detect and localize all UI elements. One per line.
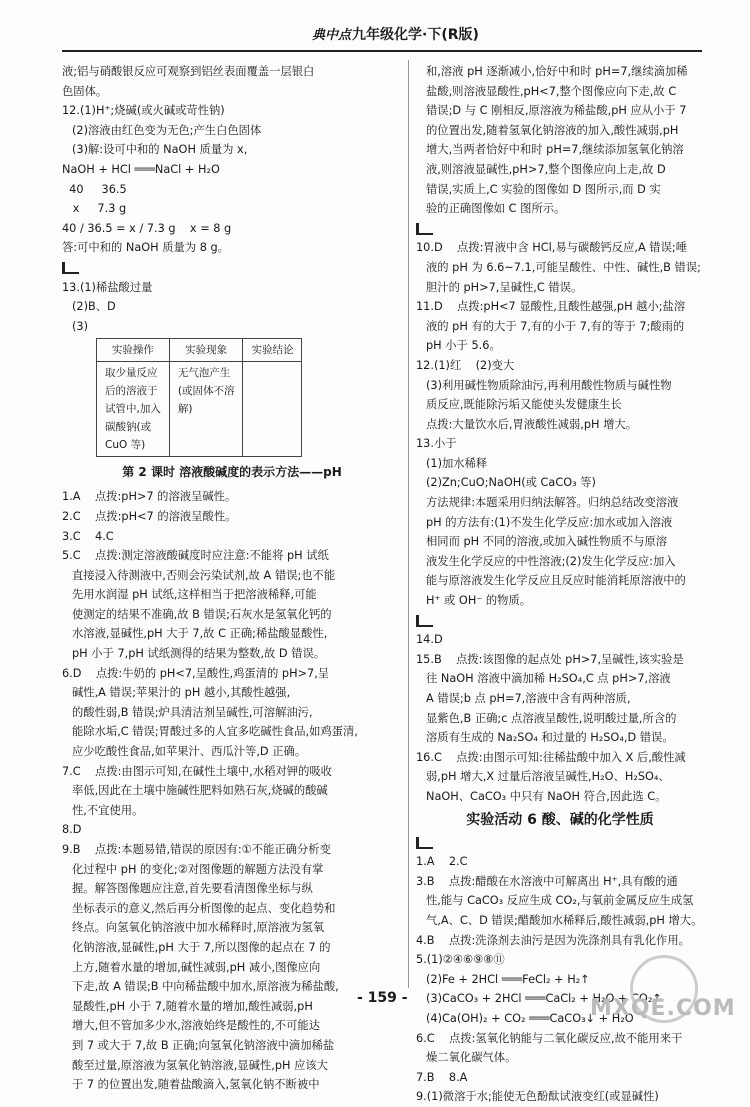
text-line: 液发生化学反应的中性溶液;(2)发生化学反应:加入	[426, 554, 676, 568]
text-line: 相同而 pH 不同的溶液,或加入碱性物质不与原溶	[426, 535, 668, 549]
text-line: 显酸性,pH 小于 7,随着水量的增加,酸性减弱,pH	[72, 999, 313, 1013]
text-line: 40 36.5	[62, 182, 127, 196]
text-line: 液的 pH 有的大于 7,有的小于 7,有的等于 7;酸雨的	[426, 319, 685, 333]
text-line: (2)溶液由红色变为无色;产生白色固体	[72, 123, 262, 137]
text-line: 错误;D 与 C 刚相反,原溶液为稀盐酸,pH 应从小于 7	[426, 104, 687, 118]
section-title: 第 2 课时 溶液酸碱度的表示方法——pH	[122, 465, 342, 480]
text-line: 的位置出发,随着氢氧化钠溶液的加入,酸性减弱,pH	[426, 123, 679, 137]
text-line: 直接浸入待测液中,否则会污染试剂,故 A 错误;也不能	[72, 568, 336, 582]
text-line: 15.B 点拨:该图像的起点处 pH>7,呈碱性,该实验是	[416, 652, 684, 666]
text-line: 增大,但不管加多少水,溶液始终是酸性的,不可能达	[72, 1019, 321, 1033]
text-line: 液,则溶液显碱性,pH>7,整个图像应向上走,故 D	[426, 162, 666, 176]
text-line: 色固体。	[62, 84, 108, 98]
text-line: 5.C 点拨:测定溶液酸碱度时应注意:不能将 pH 试纸	[62, 549, 329, 563]
table-header: 实验现象	[169, 339, 243, 362]
subsection-marker	[62, 258, 402, 278]
text-line: A 错误;b 点 pH=7,溶液中含有两种溶质,	[426, 692, 631, 705]
text-line: 方法规律:本题采用归纳法解答。归纳总结改变溶液	[426, 496, 679, 510]
text-line: 点拨:大量饮水后,胃液酸性减弱,pH 增大。	[426, 417, 637, 431]
text-line: 终点。向氢氧化钠溶液中加水稀释时,原溶液为氢氧	[72, 921, 325, 935]
text-line: 14.D	[416, 633, 443, 647]
level-marker-icon	[62, 262, 79, 274]
page-number: - 159 -	[357, 990, 408, 1006]
text-line: 3.C 4.C	[62, 529, 114, 543]
text-line: 3.B 点拨:醋酸在水溶液中可解离出 H⁺,具有酸的通	[416, 874, 678, 888]
text-line: 1.A 2.C	[416, 855, 468, 869]
table-cell-operation: 取少量反应 后的溶液于 试管中,加入 碳酸钠(或 CuO 等)	[97, 362, 170, 457]
text-line: 1.A 点拨:pH>7 的溶液呈碱性。	[62, 490, 237, 504]
text-line: 下走,故 A 错误;B 中向稀盐酸中加水,原溶液为稀盐酸,	[72, 980, 339, 994]
table-cell-conclusion	[243, 362, 302, 457]
text-line: pH 小于 7,pH 试纸测得的结果为整数,故 D 错误。	[72, 647, 326, 661]
text-line: 水溶液,显碱性,pH 大于 7,故 C 正确;稀盐酸显酸性,	[72, 627, 328, 641]
text-line: (3)CaCO₃ + 2HCl ═══CaCl₂ + H₂O + CO₂↑	[426, 992, 662, 1006]
right-column	[416, 62, 704, 1107]
text-line: 10.D 点拨:胃液中含 HCl,易与碳酸钙反应,A 错误;唾	[416, 241, 688, 255]
text-line: 答:可中和的 NaOH 质量为 8 g。	[62, 241, 229, 255]
text-line: 12.(1)红 (2)变大	[416, 358, 515, 372]
text-line: 于 7 的位置出发,随着盐酸滴入,氢氧化钠不断被中	[72, 1078, 320, 1092]
brand-logo: 典中点	[312, 28, 352, 43]
text-line: 使测定的结果不准确,故 B 错误;石灰水是氢氧化钙的	[72, 607, 332, 621]
book-title: 九年级化学·下(R版)	[352, 27, 479, 43]
text-line: (1)加水稀释	[426, 456, 488, 470]
text-line: 9.(1)微溶于水;能使无色酚酞试液变红(或显碱性)	[416, 1090, 659, 1104]
subsection-marker	[416, 833, 704, 853]
text-line: 性,能与 CaCO₃ 反应生成 CO₂,与氧前金属反应生成氢	[426, 894, 694, 908]
section-title: 实验活动 6 酸、碱的化学性质	[466, 811, 654, 828]
text-line: 7.B 8.A	[416, 1070, 468, 1084]
text-line: NaOH、CaCO₃ 中只有 NaOH 符合,因此选 C。	[426, 789, 667, 803]
column-divider	[408, 60, 409, 988]
text-line: 先用水润湿 pH 试纸,这样相当于把溶液稀释,可能	[72, 588, 317, 602]
text-line: 往 NaOH 溶液中滴加稀 H₂SO₄,C 点 pH>7,溶液	[426, 672, 671, 686]
text-line: 的酸性弱,B 错误;炉具清洁剂呈碱性,可溶解油污,	[72, 705, 313, 719]
table-header: 实验结论	[243, 339, 302, 362]
subsection-marker	[416, 611, 704, 631]
watermark-text: MXQE.COM	[590, 996, 736, 1021]
text-line: 弱,pH 增大,X 过量后溶液呈碱性,H₂O、H₂SO₄、	[426, 770, 670, 784]
text-line: 7.C 点拨:由图示可知,在碱性土壤中,水稻对钾的吸收	[62, 764, 332, 778]
text-line: 化过程中 pH 的变化;②对图像题的解题方法没有掌	[72, 862, 324, 876]
experiment-table	[96, 338, 302, 457]
text-line: (2)B、D	[72, 300, 116, 314]
text-line: 气,A、C、D 错误;醋酸加水稀释后,酸性减弱,pH 增大。	[426, 913, 703, 927]
left-column	[62, 62, 402, 1095]
text-line: NaOH + HCl ═══NaCl + H₂O	[62, 162, 220, 176]
text-line: 握。解答图像题应注意,首先要看清图像坐标与纵	[72, 882, 313, 896]
text-line: 液的 pH 为 6.6~7.1,可能呈酸性、中性、碱性,B 错误;	[426, 260, 701, 274]
text-line: (3)解:设可中和的 NaOH 质量为 x,	[72, 143, 248, 157]
text-line: 40 / 36.5 = x / 7.3 g x = 8 g	[62, 221, 232, 235]
text-line: 8.D	[62, 823, 82, 837]
text-line: 12.(1)H⁺;烧碱(或火碱或苛性钠)	[62, 104, 225, 118]
text-line: 盐酸,则溶液显酸性,pH<7,整个图像应向下走,故 C	[426, 84, 677, 98]
text-line: (3)	[72, 319, 89, 333]
text-line: 到 7 或大于 7,故 B 正确;向氢氧化钠溶液中滴加稀盐	[72, 1038, 335, 1052]
text-line: 11.D 点拨:pH<7 显酸性,且酸性越强,pH 越小;盐溶	[416, 300, 686, 314]
text-line: 上方,随着水量的增加,碱性减弱,pH 减小,图像应向	[72, 960, 321, 974]
text-line: (4)Ca(OH)₂ + CO₂ ═══CaCO₃↓ + H₂O	[426, 1011, 634, 1025]
table-cell-phenomenon: 无气泡产生 (或固体不溶 解)	[169, 362, 243, 457]
text-line: 4.B 点拨:洗涤剂去油污是因为洗涤剂具有乳化作用。	[416, 933, 690, 947]
text-line: 13.小于	[416, 437, 457, 451]
text-line: 显紫色,B 正确;c 点溶液呈酸性,说明酸过量,所含的	[426, 711, 677, 725]
text-line: (2)Zn;CuO;NaOH(或 CaCO₃ 等)	[426, 476, 596, 490]
level-marker-icon	[416, 837, 433, 849]
text-line: 质反应,既能除污垢又能使头发健康生长	[426, 398, 622, 412]
text-line: 溶质有生成的 Na₂SO₄ 和过量的 H₂SO₄,D 错误。	[426, 731, 674, 745]
text-line: (2)Fe + 2HCl ═══FeCl₂ + H₂↑	[426, 972, 590, 986]
text-line: 16.C 点拨:由图示可知:往稀盐酸中加入 X 后,酸性减	[416, 750, 686, 764]
level-marker-icon	[416, 615, 433, 627]
text-line: 验的正确图像如 C 图所示。	[426, 202, 566, 216]
table-header: 实验操作	[97, 339, 170, 362]
text-line: x 7.3 g	[62, 202, 127, 216]
text-line: 性,不宜使用。	[72, 803, 144, 817]
text-line: 能除水垢,C 错误;胃酸过多的人宜多吃碱性食品,如鸡蛋清,	[72, 725, 358, 739]
text-line: 9.B 点拨:本题易错,错误的原因有:①不能正确分析变	[62, 843, 331, 856]
level-marker-icon	[416, 223, 433, 235]
text-line: 坐标表示的意义,然后再分析图像的起点、变化趋势和	[72, 901, 336, 915]
text-line: (3)利用碱性物质除油污,再利用酸性物质与碱性物	[426, 378, 672, 392]
text-line: 增大,当两者恰好中和时 pH=7,继续添加氢氧化钠溶	[426, 143, 684, 157]
text-line: 燥二氧化碳气体。	[426, 1051, 517, 1065]
page-header	[0, 0, 750, 58]
text-line: 胆汁的 pH>7,呈碱性,C 错误。	[426, 280, 583, 294]
text-line: 酸至过量,原溶液为氢氧化钠溶液,显碱性,pH 应该大	[72, 1058, 328, 1072]
header-rule	[62, 50, 702, 52]
text-line: pH 小于 5.6。	[426, 339, 501, 353]
text-line: 2.C 点拨:pH<7 的溶液呈酸性。	[62, 509, 237, 523]
text-line: 液;铝与硝酸银反应可观察到铝丝表面覆盖一层银白	[62, 65, 315, 78]
text-line: 5.(1)②④⑥⑨⑧⑪	[416, 953, 505, 967]
text-line: 率低,因此在土壤中施碱性肥料如熟石灰,烧碱的酸碱	[72, 784, 328, 798]
text-line: 13.(1)稀盐酸过量	[62, 280, 153, 294]
text-line: H⁺ 或 OH⁻ 的物质。	[426, 594, 532, 608]
text-line: 错误,实质上,C 实验的图像如 D 图所示,而 D 实	[426, 182, 661, 196]
text-line: 碱性,A 错误;苹果汁的 pH 越小,其酸性越强,	[72, 686, 291, 700]
text-line: 应少吃酸性食品,如苹果汁、西瓜汁等,D 正确。	[72, 745, 307, 759]
text-line: 能与原溶液发生化学反应且反应时能消耗原溶液中的	[426, 574, 686, 588]
subsection-marker	[416, 219, 704, 239]
text-line: 和,溶液 pH 逐渐减小,恰好中和时 pH=7,继续滴加稀	[426, 65, 688, 78]
text-line: 6.D 点拨:牛奶的 pH<7,呈酸性,鸡蛋清的 pH>7,呈	[62, 666, 330, 680]
text-line: 6.C 点拨:氢氧化钠能与二氧化碳反应,故不能用来干	[416, 1031, 683, 1045]
text-line: pH 的方法有:(1)不发生化学反应:加水或加入溶液	[426, 515, 673, 529]
text-line: 化钠溶液,显碱性,pH 大于 7,所以图像的起点在 7 的	[72, 940, 331, 954]
